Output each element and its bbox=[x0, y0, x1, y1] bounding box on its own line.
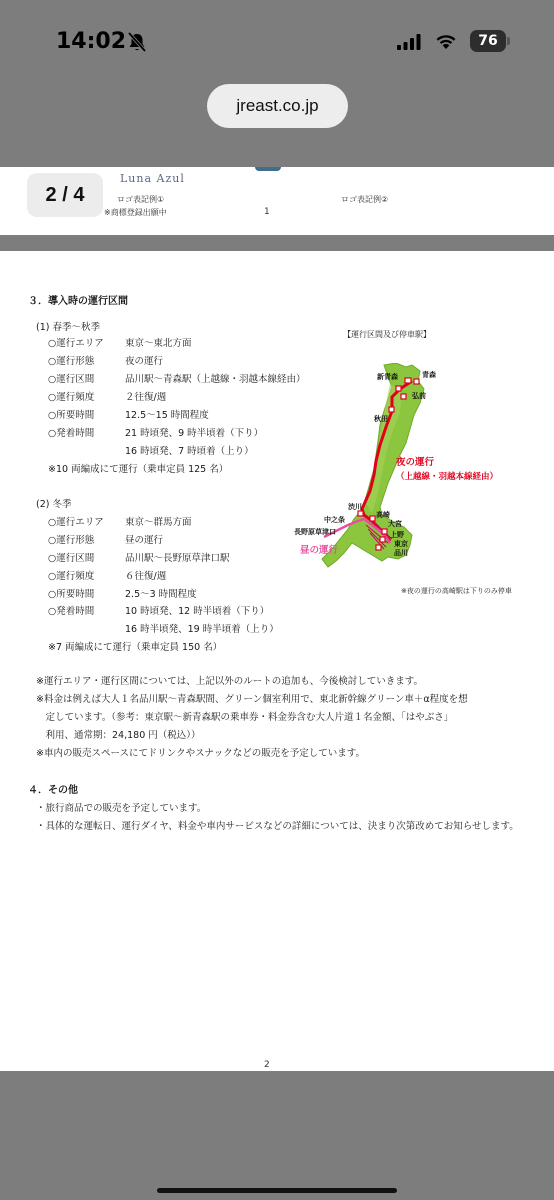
winter-label-section: ○運行区間 bbox=[48, 553, 95, 564]
note-route: ※運行エリア・運行区間については、上記以外のルートの追加も、今後検討していきます。 bbox=[36, 676, 424, 687]
other-item-1: ・旅行商品での販売を予定しています。 bbox=[36, 803, 207, 814]
note-fare-3: 利用、通常期：24,180 円（税込）） bbox=[36, 730, 201, 741]
spring-title: (1) 春季～秋季 bbox=[36, 322, 100, 333]
spring-value-frequency: ２往復/週 bbox=[125, 392, 167, 403]
home-indicator[interactable] bbox=[157, 1188, 397, 1193]
station-ueno: 上野 bbox=[390, 531, 404, 539]
spring-value-times-down: 21 時頃発、9 時半頃着（下り） bbox=[125, 428, 264, 439]
winter-title: (2) 冬季 bbox=[36, 499, 72, 510]
station-nakanojo: 中之条 bbox=[324, 516, 345, 524]
logo-example-2-caption: ロゴ表記例② bbox=[341, 195, 389, 204]
station-tokyo: 東京 bbox=[394, 540, 408, 548]
winter-label-duration: ○所要時間 bbox=[48, 589, 95, 600]
note-fare-1: ※料金は例えば大人１名品川駅～青森駅間、グリーン個室利用で、東北新幹線グリーン車＋α程度を想 bbox=[36, 694, 468, 705]
logo-example-1-caption: ロゴ表記例① bbox=[117, 195, 165, 204]
note-sales: ※車内の販売スペースにてドリンクやスナックなどの販売を予定しています。 bbox=[36, 748, 365, 759]
pdf-page-2 bbox=[0, 251, 554, 1071]
spring-label-area: ○運行エリア bbox=[48, 338, 104, 349]
day-service-label: 昼の運行 bbox=[300, 545, 339, 556]
station-akita: 秋田 bbox=[374, 415, 388, 423]
winter-note: ※7 両編成にて運行（乗車定員 150 名） bbox=[48, 642, 223, 653]
spring-value-section: 品川駅～青森駅（上越線・羽越本線経由） bbox=[125, 374, 306, 385]
page-number: 2 bbox=[264, 1060, 270, 1070]
night-service-label: 夜の運行 bbox=[396, 457, 435, 468]
spring-label-duration: ○所要時間 bbox=[48, 410, 95, 421]
spring-value-times-up: 16 時頃発、7 時頃着（上り） bbox=[125, 446, 254, 457]
spring-label-times: ○発着時間 bbox=[48, 428, 95, 439]
clock: 14:02 bbox=[56, 29, 127, 54]
winter-value-type: 昼の運行 bbox=[125, 535, 164, 546]
other-item-2: ・具体的な運転日、運行ダイヤ、料金や車内サービスなどの詳細については、決まり次第改めてお知らせします。 bbox=[36, 821, 519, 832]
station-shin-aomori: 新青森 bbox=[377, 373, 398, 381]
bell-muted-icon bbox=[126, 31, 148, 53]
page-number: 1 bbox=[264, 207, 270, 217]
route-map bbox=[292, 363, 532, 603]
battery-indicator: 76 bbox=[470, 30, 506, 52]
section-4-heading: ４．その他 bbox=[28, 785, 78, 796]
spring-note: ※10 両編成にて運行（乗車定員 125 名） bbox=[48, 464, 229, 475]
spring-label-section: ○運行区間 bbox=[48, 374, 95, 385]
station-takasaki: 高崎 bbox=[376, 511, 390, 519]
note-fare-2: 定しています。（参考：東京駅～新青森駅の乗車券・料金券含む大人片道１名金額、「はやぶさ」 bbox=[36, 712, 454, 723]
page-indicator: 2 / 4 bbox=[27, 173, 103, 217]
station-hirosaki: 弘前 bbox=[412, 392, 426, 400]
winter-value-section: 品川駅～長野原草津口駅 bbox=[125, 553, 230, 564]
winter-label-frequency: ○運行頻度 bbox=[48, 571, 95, 582]
spring-value-duration: 12.5～15 時間程度 bbox=[125, 410, 209, 421]
spring-label-type: ○運行形態 bbox=[48, 356, 95, 367]
status-bar bbox=[0, 0, 554, 82]
station-shibukawa: 渋川 bbox=[348, 503, 362, 511]
winter-value-times-down: 10 時頃発、12 時半頃着（下り） bbox=[125, 606, 270, 617]
spring-label-frequency: ○運行頻度 bbox=[48, 392, 95, 403]
station-shinagawa: 品川 bbox=[394, 549, 408, 557]
url-bar[interactable]: jreast.co.jp bbox=[207, 84, 348, 128]
trademark-note: ※商標登録出願中 bbox=[104, 208, 167, 217]
winter-value-area: 東京～群馬方面 bbox=[125, 517, 192, 528]
brand-logo-text: Luna Azul bbox=[120, 172, 185, 185]
station-omiya: 大宮 bbox=[388, 520, 402, 528]
battery-tip bbox=[507, 37, 510, 45]
winter-label-times: ○発着時間 bbox=[48, 606, 95, 617]
logo-mark bbox=[255, 167, 281, 171]
section-3-heading: ３．導入時の運行区間 bbox=[28, 296, 128, 307]
cellular-signal-icon bbox=[397, 34, 421, 50]
spring-value-type: 夜の運行 bbox=[125, 356, 164, 367]
winter-value-times-up: 16 時半頃発、19 時半頃着（上り） bbox=[125, 624, 279, 635]
winter-label-area: ○運行エリア bbox=[48, 517, 104, 528]
winter-label-type: ○運行形態 bbox=[48, 535, 95, 546]
station-naganohara: 長野原草津口 bbox=[294, 528, 336, 536]
station-aomori: 青森 bbox=[422, 371, 436, 379]
winter-value-duration: 2.5～3 時間程度 bbox=[125, 589, 197, 600]
spring-value-area: 東京～東北方面 bbox=[125, 338, 192, 349]
map-title: 【運行区間及び停車駅】 bbox=[343, 330, 431, 339]
winter-value-frequency: ６往復/週 bbox=[125, 571, 167, 582]
night-route-via-label: （上越線・羽越本線経由） bbox=[396, 472, 499, 482]
map-note: ※夜の運行の高崎駅は下りのみ停車 bbox=[401, 587, 512, 595]
wifi-icon bbox=[434, 31, 458, 51]
